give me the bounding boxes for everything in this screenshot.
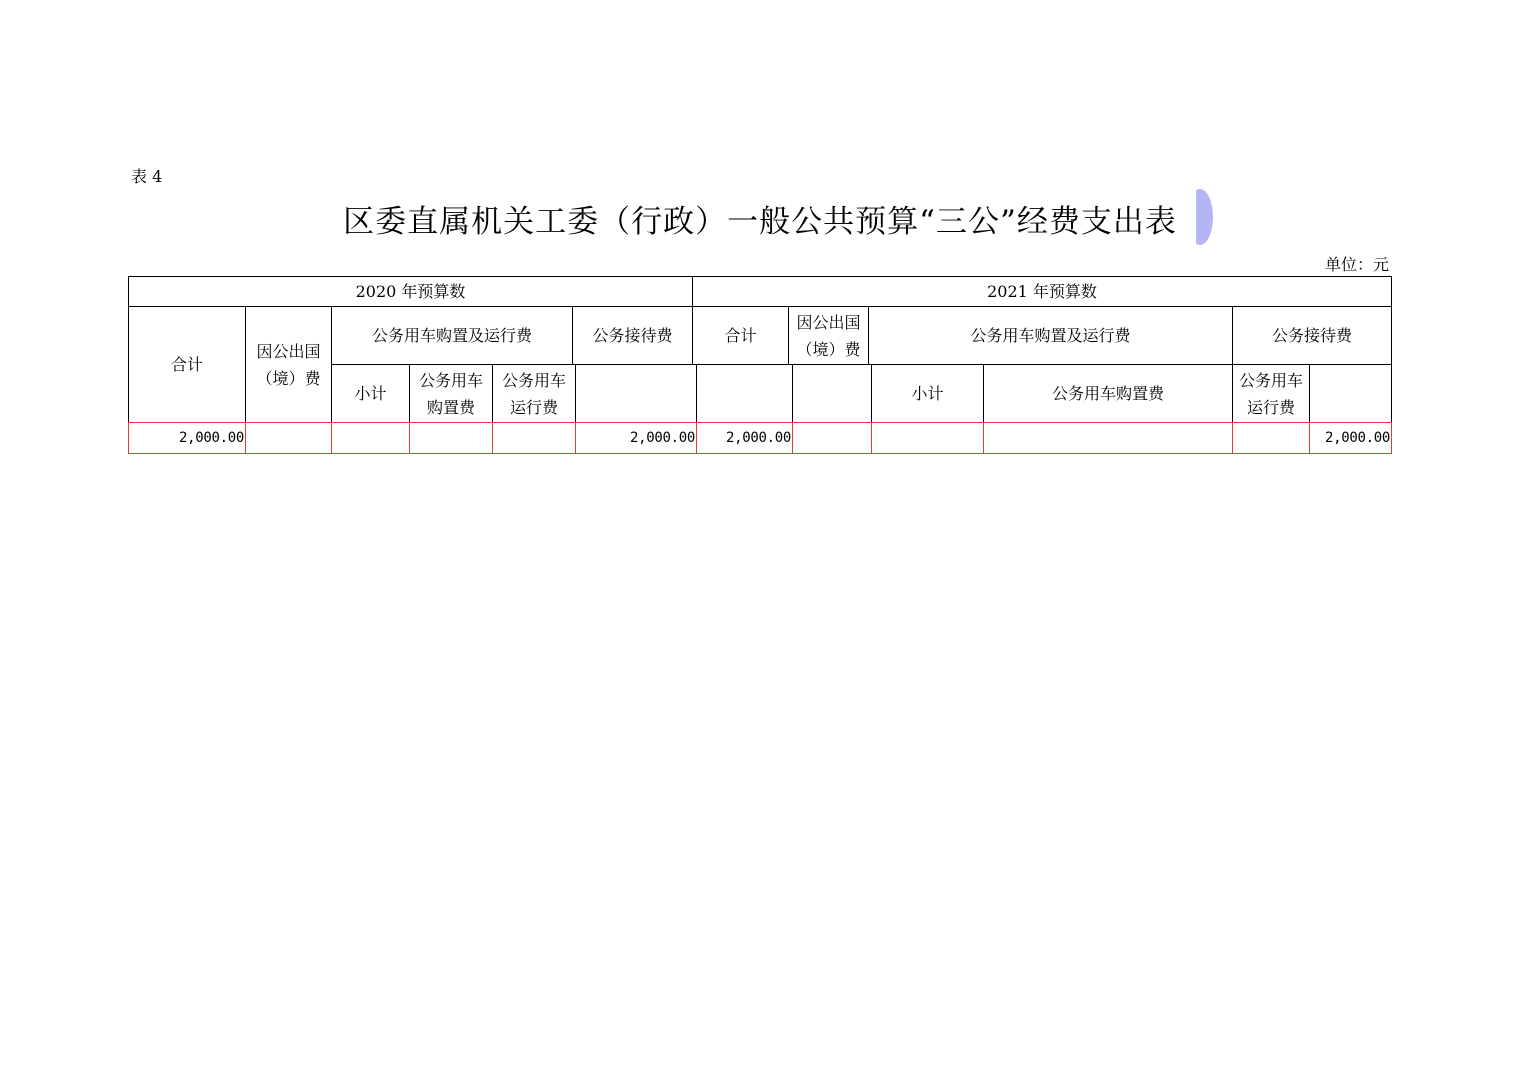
budget-table	[128, 276, 1392, 454]
cell-2020-total: 2,000.00	[128, 422, 246, 454]
header-2020-abroad-line1: 因公出国	[256, 341, 321, 361]
header-2021-abroad-line1: 因公出国	[796, 312, 861, 332]
header-2020-total: 合计	[128, 306, 246, 423]
cell-2021-subtotal	[871, 422, 984, 454]
header-2021-vehicle-purchase: 公务用车购置费	[983, 364, 1233, 423]
header-2021-total-blank	[696, 364, 793, 423]
header-2021-subtotal: 小计	[871, 364, 984, 423]
cell-2021-reception: 2,000.00	[1309, 422, 1392, 454]
table-number: 表 4	[131, 167, 163, 186]
header-year-2021: 2021 年预算数	[692, 276, 1392, 307]
cell-2020-running	[492, 422, 576, 454]
cell-2020-reception: 2,000.00	[575, 422, 697, 454]
header-2020-purchase-line1: 公务用车	[418, 370, 483, 390]
cell-2021-abroad	[792, 422, 872, 454]
cell-2021-total: 2,000.00	[696, 422, 793, 454]
header-2020-reception: 公务接待费	[572, 306, 693, 365]
cell-2020-subtotal	[331, 422, 410, 454]
header-2021-reception-blank	[1309, 364, 1392, 423]
header-2020-abroad-line2: （境）费	[256, 368, 321, 388]
header-2020-running-line1: 公务用车	[501, 370, 566, 390]
header-2021-running-line1: 公务用车	[1238, 370, 1303, 390]
header-2021-vehicle-running	[1232, 364, 1310, 423]
header-year-2020: 2020 年预算数	[128, 276, 693, 307]
header-2020-reception-blank	[575, 364, 697, 423]
header-2020-running-line2: 运行费	[509, 397, 558, 417]
header-2020-vehicle-running	[492, 364, 576, 423]
header-2021-abroad-line2: （境）费	[796, 339, 861, 359]
header-2021-total: 合计	[692, 306, 789, 365]
header-2021-vehicle: 公务用车购置及运行费	[868, 306, 1233, 365]
header-2021-reception: 公务接待费	[1232, 306, 1392, 365]
header-2021-running-line2: 运行费	[1246, 397, 1295, 417]
header-2020-subtotal: 小计	[331, 364, 410, 423]
header-2020-purchase-line2: 购置费	[426, 397, 475, 417]
cell-2020-purchase	[409, 422, 493, 454]
cell-2021-running	[1232, 422, 1310, 454]
header-2020-vehicle: 公务用车购置及运行费	[331, 306, 573, 365]
cell-2020-abroad	[245, 422, 332, 454]
cell-2021-purchase	[983, 422, 1233, 454]
unit-label: 单位：元	[1324, 255, 1389, 274]
page-title: 区委直属机关工委（行政）一般公共预算“三公”经费支出表	[343, 204, 1177, 240]
header-2021-abroad-blank	[792, 364, 872, 423]
header-2020-abroad	[245, 306, 332, 423]
header-2021-abroad	[788, 306, 869, 365]
header-2020-vehicle-purchase	[409, 364, 493, 423]
